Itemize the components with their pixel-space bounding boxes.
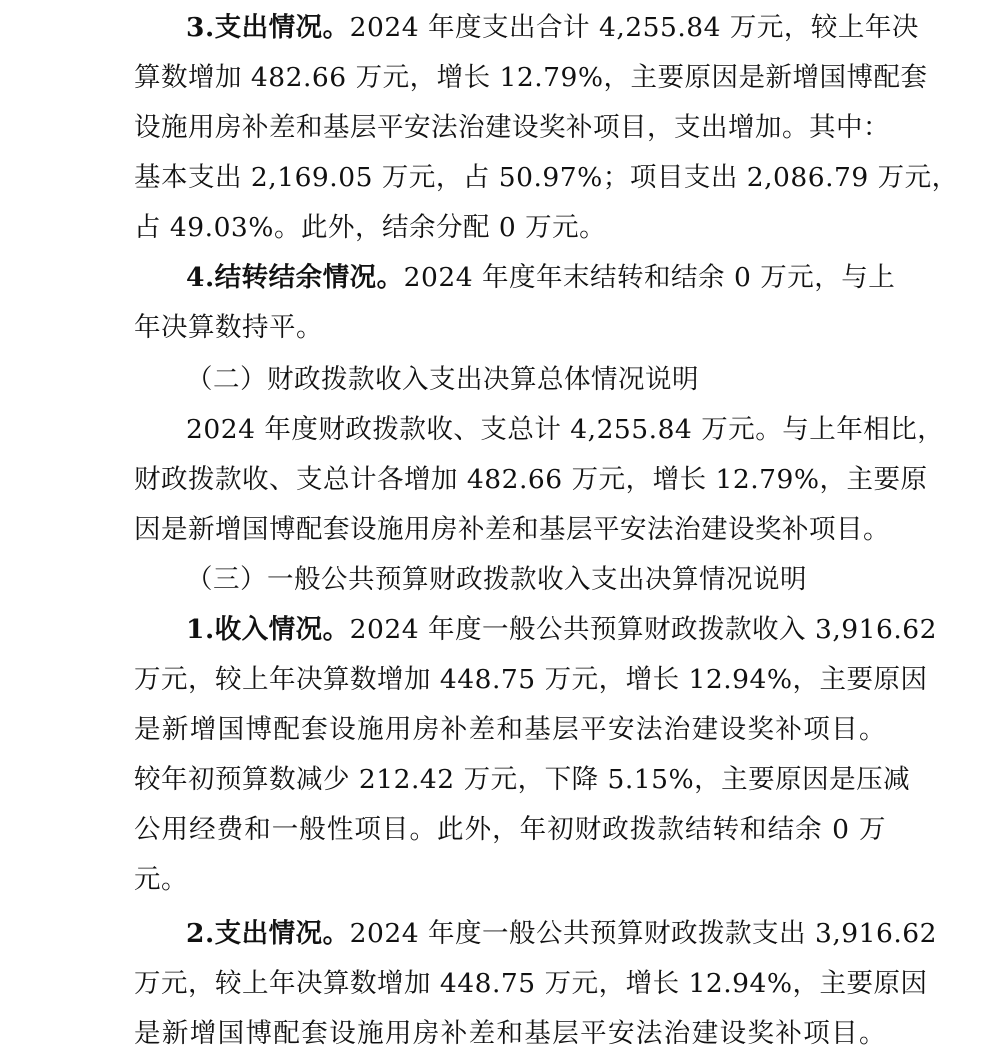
section3-line4: 基本支出 2,169.05 万元，占 50.97%；项目支出 2,086.79 万元， [134,162,959,193]
part2-line2: 财政拨款收、支总计各增加 482.66 万元，增长 12.79%，主要原 [134,464,928,495]
expense-heading: 2.支出情况。 [186,918,350,949]
part2-heading: （二）财政拨款收入支出决算总体情况说明 [186,364,699,395]
income-line6: 元。 [134,864,188,895]
section4-heading: 4.结转结余情况。 [186,262,404,293]
section3-line1 [186,8,919,48]
expense-line3: 是新增国博配套设施用房补差和基层平安法治建设奖补项目。 [134,1018,886,1049]
section4-text-1: 2024 年度年末结转和结余 0 万元，与上 [403,262,896,293]
section3-line2: 算数增加 482.66 万元，增长 12.79%，主要原因是新增国博配套 [134,62,928,93]
income-heading: 1.收入情况。 [186,614,350,645]
expense-line1 [186,914,937,954]
section4-line1 [186,258,896,298]
section3-line5: 占 49.03%。此外，结余分配 0 万元。 [134,212,607,243]
section3-text-1: 2024 年度支出合计 4,255.84 万元，较上年决 [349,12,919,43]
part2-line3: 因是新增国博配套设施用房补差和基层平安法治建设奖补项目。 [134,514,890,545]
part3-heading: （三）一般公共预算财政拨款收入支出决算情况说明 [186,564,807,595]
income-line4: 较年初预算数减少 212.42 万元，下降 5.15%，主要原因是压减 [134,764,911,795]
part2-line1: 2024 年度财政拨款收、支总计 4,255.84 万元。与上年相比， [186,414,945,445]
section4-line2: 年决算数持平。 [134,312,323,343]
income-line1 [186,610,937,650]
income-line3: 是新增国博配套设施用房补差和基层平安法治建设奖补项目。 [134,714,886,745]
expense-line2: 万元，较上年决算数增加 448.75 万元，增长 12.94%，主要原因 [134,968,928,999]
expense-text-1: 2024 年度一般公共预算财政拨款支出 3,916.62 [349,918,937,949]
section3-line3: 设施用房补差和基层平安法治建设奖补项目，支出增加。其中： [134,112,890,143]
income-line5: 公用经费和一般性项目。此外，年初财政拨款结转和结余 0 万 [134,814,886,845]
income-line2: 万元，较上年决算数增加 448.75 万元，增长 12.94%，主要原因 [134,664,928,695]
income-text-1: 2024 年度一般公共预算财政拨款收入 3,916.62 [349,614,937,645]
section3-heading: 3.支出情况。 [186,12,350,43]
